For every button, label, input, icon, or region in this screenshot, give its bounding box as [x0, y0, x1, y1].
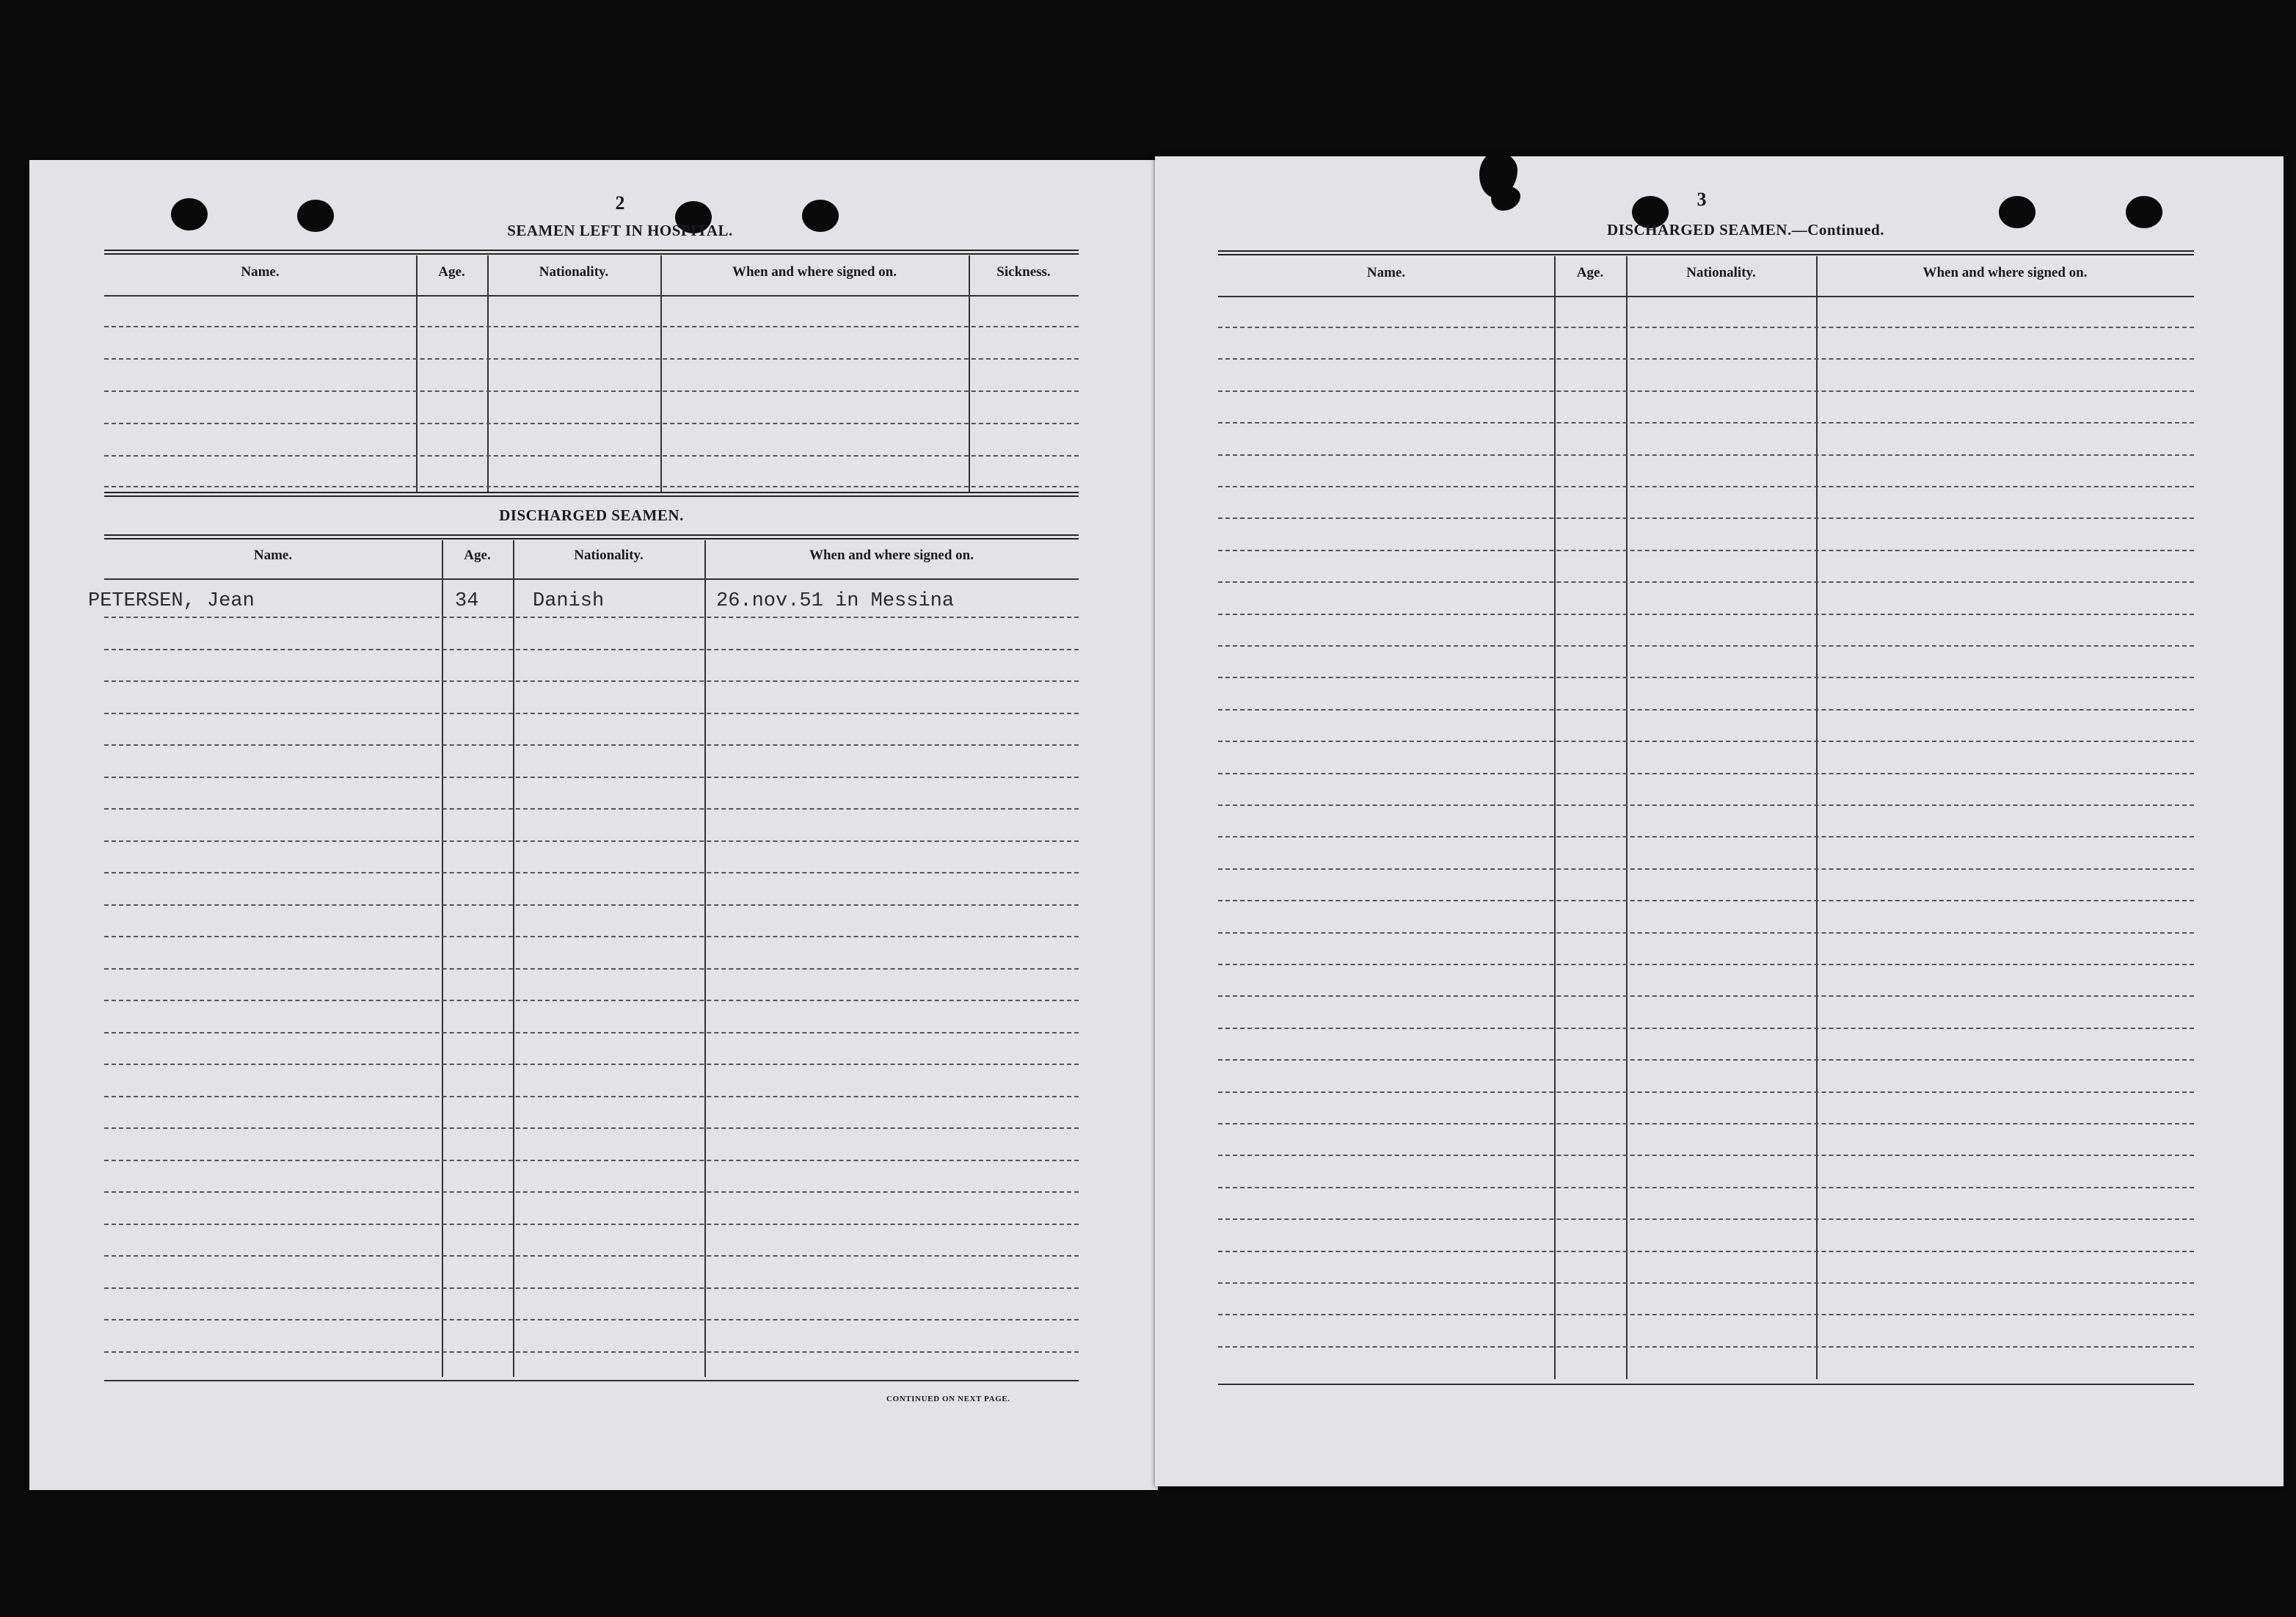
ruled-line [1218, 995, 2194, 997]
ruled-line [104, 680, 1079, 682]
ruled-line [1218, 964, 2194, 965]
ruled-line [1218, 709, 2194, 711]
column-header-age: Age. [1576, 265, 1604, 280]
ruled-line [104, 904, 1079, 906]
ruled-line [104, 968, 1079, 970]
ruled-line [1218, 1155, 2194, 1156]
seaman-nationality: Danish [533, 590, 605, 612]
ruled-line [1218, 677, 2194, 678]
ruled-line [1218, 900, 2194, 901]
ruled-line [1218, 327, 2194, 328]
column-header-name: Name. [1366, 265, 1406, 280]
ruled-line [1218, 868, 2194, 870]
punch-hole-icon [297, 200, 334, 232]
right-page [1155, 156, 2284, 1486]
discharged-section-title: DISCHARGED SEAMEN. [499, 506, 684, 524]
ruled-line [1218, 932, 2194, 934]
ruled-line [1218, 614, 2194, 615]
ruled-line [104, 1000, 1079, 1001]
hospital-section-title: SEAMEN LEFT IN HOSPITAL. [507, 222, 733, 239]
ruled-line [104, 1096, 1079, 1097]
ruled-line [104, 1160, 1079, 1161]
column-header-sickness: Sickness. [996, 264, 1051, 280]
discharged-table [88, 534, 1079, 1386]
seaman-name: PETERSEN, Jean [88, 590, 255, 612]
ruled-line [104, 1224, 1079, 1225]
punch-hole-icon [1999, 196, 2036, 228]
ruled-line [1218, 1028, 2194, 1029]
ruled-line [1218, 645, 2194, 647]
column-header-signed-on: When and where signed on. [809, 548, 974, 563]
ruled-line [104, 1255, 1079, 1257]
ruled-line [104, 1287, 1079, 1289]
ruled-line [104, 1127, 1079, 1129]
ruled-line [104, 777, 1079, 778]
column-header-name: Name. [241, 264, 280, 280]
column-header-age: Age. [438, 264, 465, 280]
column-header-signed-on: When and where signed on. [1923, 265, 2088, 280]
ruled-line [1218, 1123, 2194, 1124]
ruled-line [1218, 454, 2194, 456]
ruled-line [104, 1191, 1079, 1193]
ruled-line [1218, 1187, 2194, 1188]
column-header-name: Name. [253, 548, 293, 563]
ruled-line [104, 1319, 1079, 1320]
ruled-line [104, 1032, 1079, 1033]
ruled-line [1218, 741, 2194, 742]
ruled-line [1218, 773, 2194, 774]
ruled-line [104, 1351, 1079, 1353]
seaman-age: 34 [455, 590, 479, 612]
continued-note: CONTINUED ON NEXT PAGE. [886, 1395, 1010, 1403]
ruled-line [1218, 836, 2194, 837]
ruled-line [104, 617, 1079, 618]
ruled-line [1218, 1251, 2194, 1252]
ruled-line [1218, 581, 2194, 583]
ruled-line [1218, 1059, 2194, 1061]
ink-blot-icon [1491, 186, 1520, 211]
ruled-line [104, 713, 1079, 714]
page-number: 2 [615, 192, 625, 214]
ruled-line [1218, 1218, 2194, 1220]
ruled-line [104, 649, 1079, 650]
column-header-age: Age. [464, 548, 491, 563]
discharged-continued-title: DISCHARGED SEAMEN.—Continued. [1607, 221, 1884, 239]
punch-hole-icon [2126, 196, 2162, 228]
ruled-line [1218, 517, 2194, 519]
ruled-line [1218, 1282, 2194, 1284]
ruled-line [1218, 390, 2194, 392]
page-number: 3 [1697, 189, 1707, 210]
ruled-line [104, 840, 1079, 842]
column-header-signed-on: When and where signed on. [732, 264, 897, 280]
seaman-signed-on: 26.nov.51 in Messina [716, 590, 955, 612]
discharged-table-continued [1218, 250, 2194, 1395]
ruled-line [1218, 1314, 2194, 1315]
column-header-nationality: Nationality. [539, 264, 609, 280]
ruled-line [1218, 358, 2194, 360]
ruled-line [104, 936, 1079, 937]
ruled-line [1218, 804, 2194, 806]
ruled-line [104, 1064, 1079, 1065]
ruled-line [104, 808, 1079, 810]
column-header-nationality: Nationality. [574, 548, 644, 563]
ruled-line [1218, 1091, 2194, 1093]
ruled-line [1218, 1346, 2194, 1348]
ruled-line [1218, 486, 2194, 487]
column-header-nationality: Nationality. [1686, 265, 1756, 280]
punch-hole-icon [171, 198, 208, 230]
ruled-line [1218, 422, 2194, 424]
ruled-line [104, 744, 1079, 746]
ruled-line [104, 872, 1079, 873]
ruled-line [1218, 550, 2194, 551]
left-page [29, 160, 1158, 1490]
